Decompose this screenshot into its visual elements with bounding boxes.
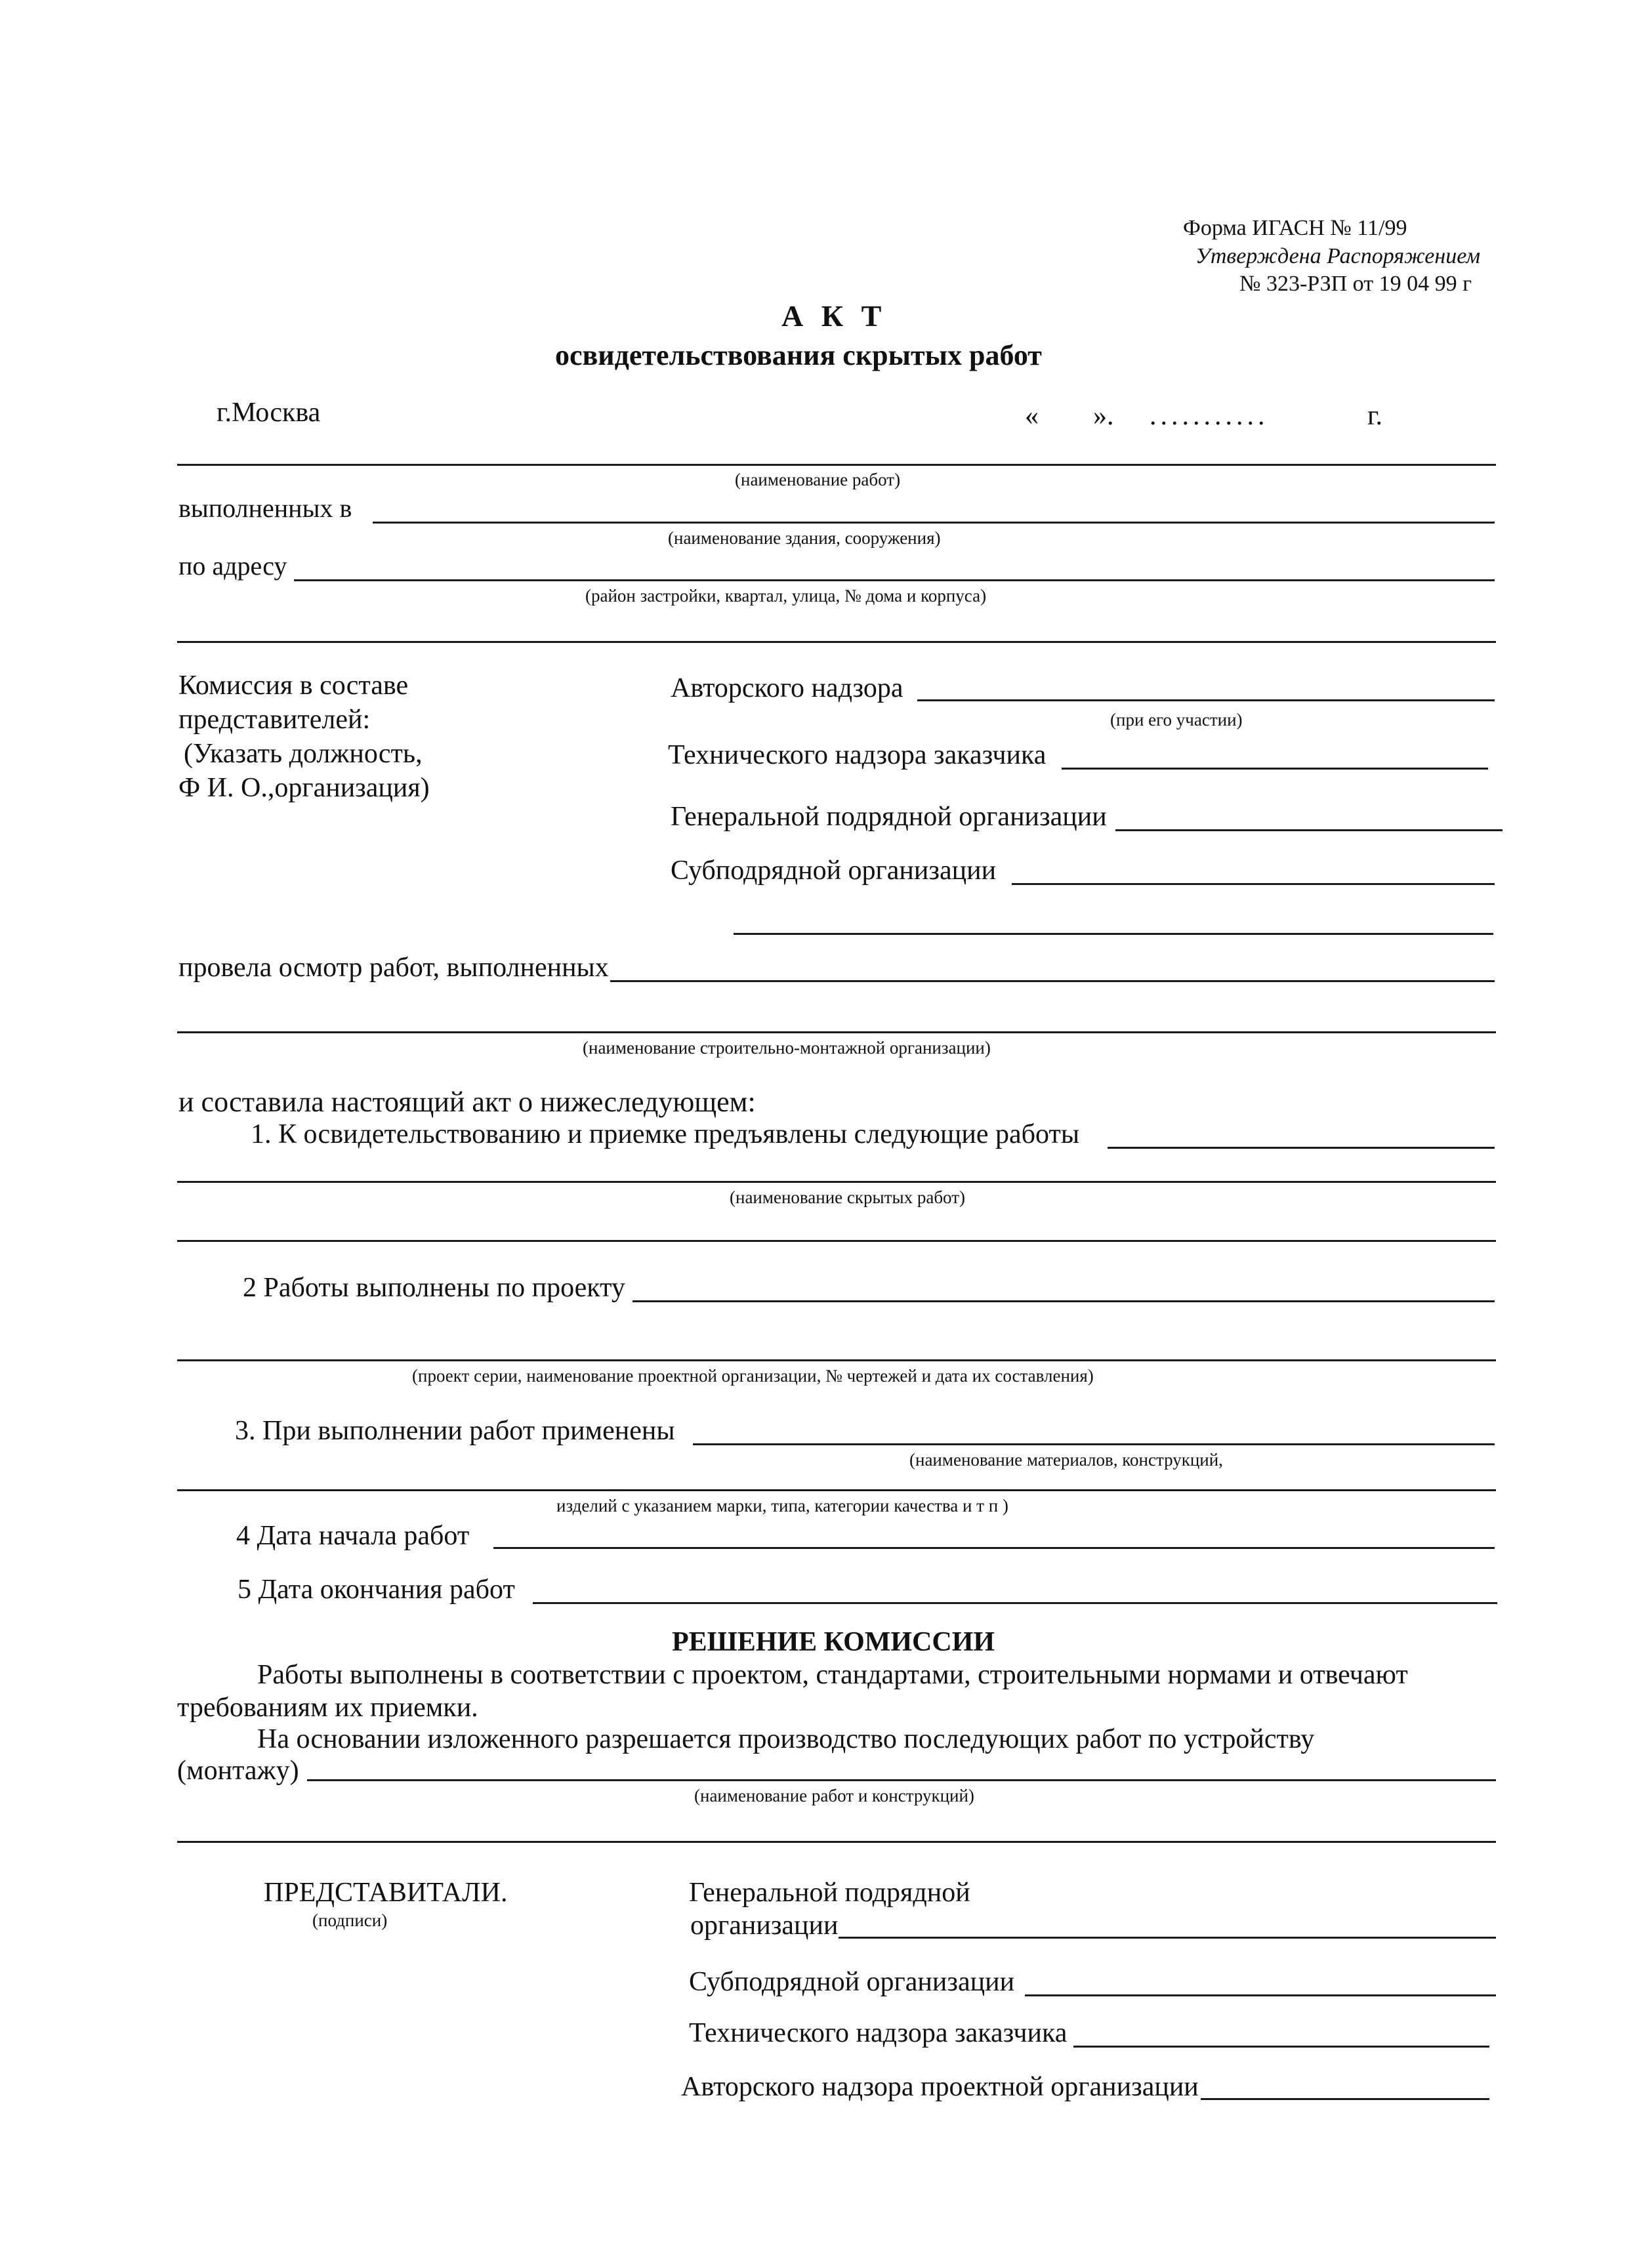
signatures-caption: (подписи) xyxy=(312,1910,388,1930)
building-caption: (наименование здания, сооружения) xyxy=(668,528,941,548)
general-contractor-label: Генеральной подрядной организации xyxy=(671,802,1107,832)
act-subtitle: освидетельствования скрытых работ xyxy=(555,339,1042,371)
subcontractor-label: Субподрядной организации xyxy=(671,856,997,886)
tech-supervision-line[interactable] xyxy=(1062,768,1488,770)
tech-supervision-label: Технического надзора заказчика xyxy=(668,740,1047,770)
subcontractor-line[interactable] xyxy=(1012,883,1495,885)
sig-author-label: Авторского надзора проектной организации xyxy=(681,2072,1199,2102)
subcontractor-line-2[interactable] xyxy=(734,933,1493,935)
project-caption: (проект серии, наименование проектной организации, № чертежей и дата их составления) xyxy=(412,1366,1094,1386)
performed-in-label: выполненных в xyxy=(178,493,352,523)
act-title: А К Т xyxy=(781,299,887,333)
general-contractor-line[interactable] xyxy=(1115,829,1503,831)
sig-subcontractor-line[interactable] xyxy=(1025,1994,1496,1996)
item-3-line[interactable] xyxy=(693,1443,1495,1445)
sig-general-line[interactable] xyxy=(839,1937,1496,1939)
hidden-works-line[interactable] xyxy=(177,1181,1496,1183)
item-1-line[interactable] xyxy=(1108,1147,1495,1149)
city: г.Москва xyxy=(217,398,321,428)
sig-tech-label: Технического надзора заказчика xyxy=(689,2018,1068,2048)
decision-heading: РЕШЕНИЕ КОМИССИИ xyxy=(672,1627,995,1657)
project-line[interactable] xyxy=(177,1359,1496,1361)
author-supervision-label: Авторского надзора xyxy=(671,673,903,703)
sig-subcontractor-label: Субподрядной организации xyxy=(689,1967,1015,1997)
approved-by: Утверждена Распоряжением xyxy=(1195,244,1481,268)
compiled-text: и составила настоящий акт о нижеследующем: xyxy=(178,1086,756,1118)
form-number: Форма ИГАСН № 11/99 xyxy=(1183,216,1407,240)
order-number: № 323-РЗП от 19 04 99 г xyxy=(1239,272,1472,296)
hidden-works-line-2[interactable] xyxy=(177,1240,1496,1242)
decision-text-1: Работы выполнены в соответствии с проектом, стандартами, строительными нормами и отвечают xyxy=(257,1660,1408,1690)
hidden-works-caption: (наименование скрытых работ) xyxy=(730,1187,965,1207)
subsequent-works-line-2[interactable] xyxy=(177,1841,1496,1843)
construction-org-line[interactable] xyxy=(177,1031,1496,1033)
works-name-line[interactable] xyxy=(177,464,1496,466)
commission-line-4: Ф И. О.,организация) xyxy=(178,773,430,803)
inspected-line[interactable] xyxy=(610,980,1495,982)
decision-text-3: На основании изложенного разрешается производство последующих работ по устройству xyxy=(257,1724,1315,1754)
inspected-label: провела осмотр работ, выполненных xyxy=(178,953,609,983)
works-name-caption: (наименование работ) xyxy=(735,470,901,489)
materials-line[interactable] xyxy=(177,1489,1496,1491)
address-line[interactable] xyxy=(294,579,1495,581)
item-1-label: 1. К освидетельствованию и приемке предъявлены следующие работы xyxy=(251,1119,1080,1149)
representatives-label: ПРЕДСТАВИТАЛИ. xyxy=(264,1878,508,1908)
sig-general-label-1: Генеральной подрядной xyxy=(689,1878,970,1908)
subsequent-works-line[interactable] xyxy=(307,1779,1496,1781)
commission-line-2: представителей: xyxy=(178,705,371,735)
building-line[interactable] xyxy=(373,522,1495,524)
decision-text-2: требованиям их приемки. xyxy=(177,1693,478,1723)
decision-text-4: (монтажу) xyxy=(177,1756,299,1786)
item-4-label: 4 Дата начала работ xyxy=(236,1521,470,1551)
sig-general-label-2: организации xyxy=(690,1910,839,1941)
address-line-2[interactable] xyxy=(177,641,1496,643)
year-suffix: г. xyxy=(1367,401,1382,431)
date-quote-close: ». xyxy=(1093,401,1114,431)
sig-author-line[interactable] xyxy=(1201,2098,1489,2100)
item-2-line[interactable] xyxy=(633,1300,1495,1302)
works-constructions-caption: (наименование работ и конструкций) xyxy=(694,1786,974,1805)
commission-line-1: Комиссия в составе xyxy=(178,670,409,701)
address-caption: (район застройки, квартал, улица, № дома и корпуса) xyxy=(585,586,987,606)
author-supervision-line[interactable] xyxy=(917,699,1495,701)
construction-org-caption: (наименование строительно-монтажной организации) xyxy=(583,1038,991,1058)
end-date-line[interactable] xyxy=(533,1602,1497,1604)
author-participation-caption: (при его участии) xyxy=(1110,710,1243,730)
start-date-line[interactable] xyxy=(493,1547,1495,1549)
sig-tech-line[interactable] xyxy=(1073,2046,1489,2048)
materials-caption-2: изделий с указанием марки, типа, категории качества и т п ) xyxy=(556,1496,1008,1515)
materials-caption-1: (наименование материалов, конструкций, xyxy=(909,1450,1223,1470)
commission-line-3: (Указать должность, xyxy=(184,739,423,769)
item-3-label: 3. При выполнении работ применены xyxy=(235,1416,675,1446)
item-5-label: 5 Дата окончания работ xyxy=(238,1575,515,1605)
address-label: по адресу xyxy=(178,551,287,581)
date-dots: ........... xyxy=(1150,401,1269,431)
date-quote-open: « xyxy=(1025,401,1039,431)
item-2-label: 2 Работы выполнены по проекту xyxy=(243,1273,625,1303)
